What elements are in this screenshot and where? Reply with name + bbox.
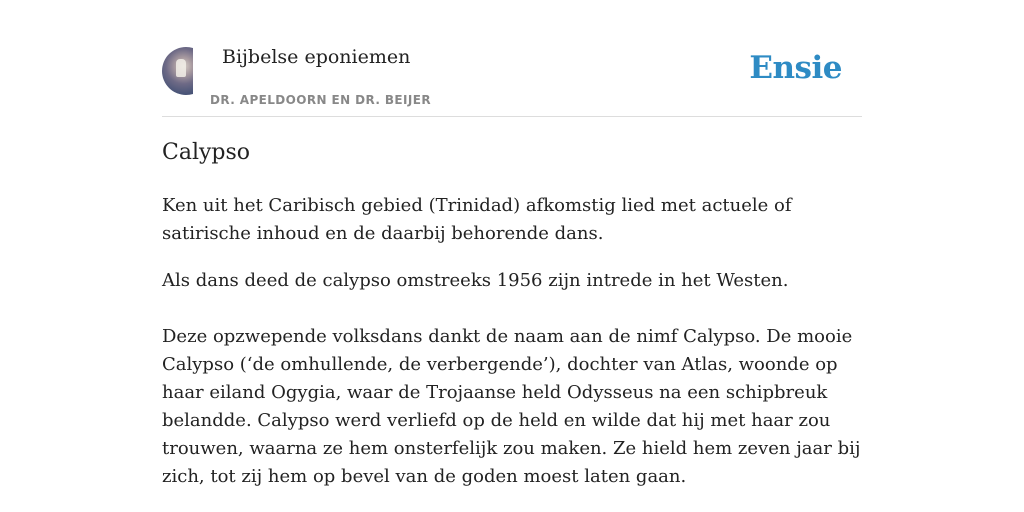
cover-figure-icon: [176, 59, 186, 77]
entry-paragraph-definition: Ken uit het Caribisch gebied (Trinidad) afkomstig lied met actuele of satirische inhoud en de daarbij behorende dans.: [162, 195, 792, 244]
ensie-logo[interactable]: Ensie: [749, 50, 842, 86]
entry-paragraph-etymology: Deze opzwepende volksdans dankt de naam aan de nimf Calypso. De mooie Calypso (‘de omhullende, de verbergende’), dochter van Atlas, woonde op haar eiland Ogygia, waar de Trojaanse held Odysseus na een schipbreuk belandde. Calypso werd verliefd op de held en wilde dat hij met haar zou trouwen, waarna ze hem onsterfelijk zou maken. Ze hield hem zeven jaar bij zich, tot zij hem op bevel van de goden moest laten gaan.: [162, 326, 861, 487]
book-authors: DR. APELDOORN EN DR. BEIJER: [210, 93, 431, 107]
page-container: [162, 0, 862, 487]
book-title-link[interactable]: Bijbelse eponiemen: [222, 46, 411, 68]
entry-header: [162, 0, 862, 117]
entry-paragraph-history: Als dans deed de calypso omstreeks 1956 zijn intrede in het Westen.: [162, 270, 789, 291]
entry-title: Calypso: [162, 140, 251, 165]
book-cover-thumbnail[interactable]: [162, 47, 193, 95]
